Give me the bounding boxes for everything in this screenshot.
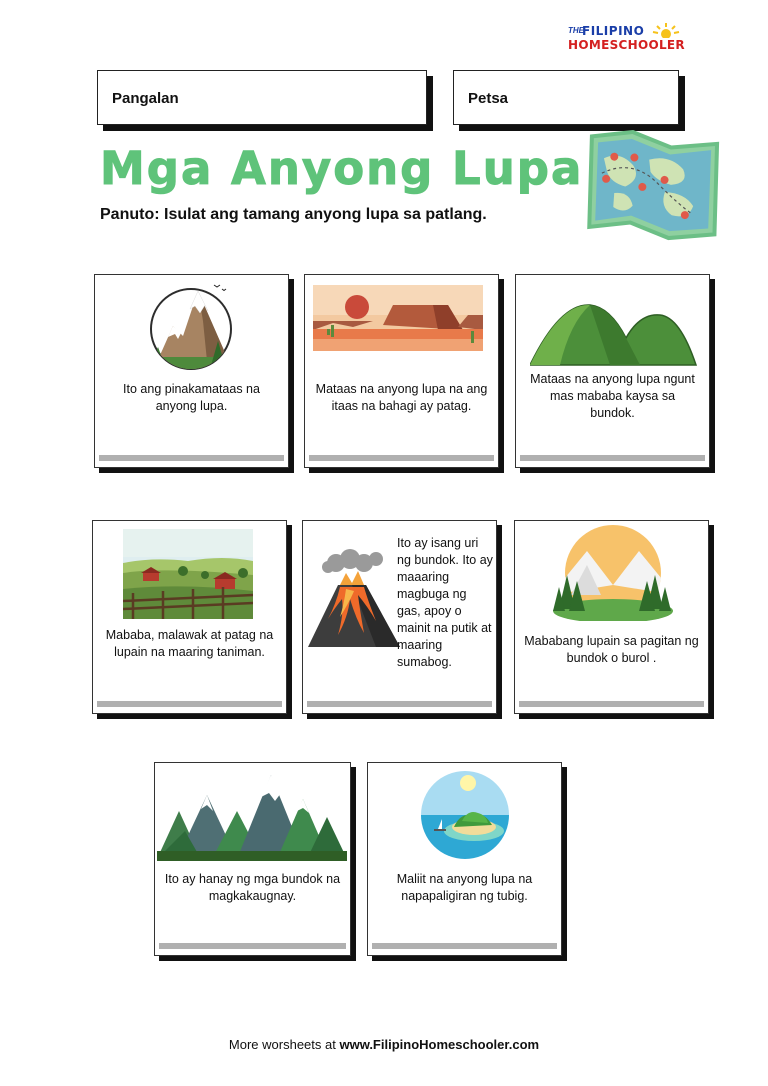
card-mountain (94, 274, 289, 468)
answer-line[interactable] (309, 455, 494, 461)
card-plain (92, 520, 287, 714)
name-label: Pangalan (112, 90, 179, 107)
date-field[interactable] (453, 70, 679, 125)
logo-filipino: FILIPINO (582, 24, 645, 38)
answer-line[interactable] (520, 455, 705, 461)
card-text: Ito ang pinakamataas na anyong lupa. (123, 382, 260, 413)
logo-homeschooler: HOMESCHOOLER (568, 38, 685, 52)
card-text: Mababa, malawak at patag na lupain na maaring taniman. (105, 628, 274, 659)
answer-line[interactable] (97, 701, 282, 707)
map-icon (570, 130, 730, 250)
card-hill (515, 274, 710, 468)
card-plateau (304, 274, 499, 468)
mountain-icon (148, 281, 238, 371)
card-valley (514, 520, 709, 714)
card-text: Mababang lupain sa pagitan ng bundok o burol . (524, 634, 699, 665)
plateau-icon (313, 285, 483, 351)
card-island (367, 762, 562, 956)
logo-the: THE (568, 26, 584, 35)
footer-site-link[interactable]: www.FilipinoHomeschooler.com (339, 1037, 540, 1052)
mountain-range-icon (157, 771, 347, 863)
logo (568, 24, 683, 56)
card-text: Ito ay hanay ng mga bundok na magkakaugnay. (164, 872, 341, 903)
instruction: Panuto: Isulat ang tamang anyong lupa sa patlang. (100, 206, 487, 223)
footer (0, 1037, 768, 1052)
card-text: Ito ay isang uri ng bundok. Ito ay maaaring magbuga ng gas, apoy o mainit na putik at maaring sumabog. (397, 536, 493, 669)
hill-icon (530, 293, 698, 368)
answer-line[interactable] (372, 943, 557, 949)
plain-icon (123, 529, 253, 619)
valley-icon (551, 525, 675, 621)
answer-line[interactable] (99, 455, 284, 461)
card-mountain-range (154, 762, 351, 956)
answer-line[interactable] (159, 943, 346, 949)
card-volcano (302, 520, 497, 714)
island-icon (416, 769, 514, 861)
date-label: Petsa (468, 90, 509, 107)
card-text: Maliit na anyong lupa na napapaligiran ng tubig. (396, 872, 533, 903)
card-text: Mataas na anyong lupa na ang itaas na bahagi ay patag. (315, 382, 488, 413)
answer-line[interactable] (519, 701, 704, 707)
card-text: Mataas na anyong lupa ngunt mas mababa kaysa sa bundok. (530, 372, 695, 420)
name-field[interactable] (97, 70, 427, 125)
answer-line[interactable] (307, 701, 492, 707)
sun-icon (651, 22, 681, 38)
page-title: Mga Anyong Lupa (100, 142, 584, 195)
footer-prefix: More worsheets at (228, 1037, 340, 1052)
volcano-icon (306, 549, 402, 649)
